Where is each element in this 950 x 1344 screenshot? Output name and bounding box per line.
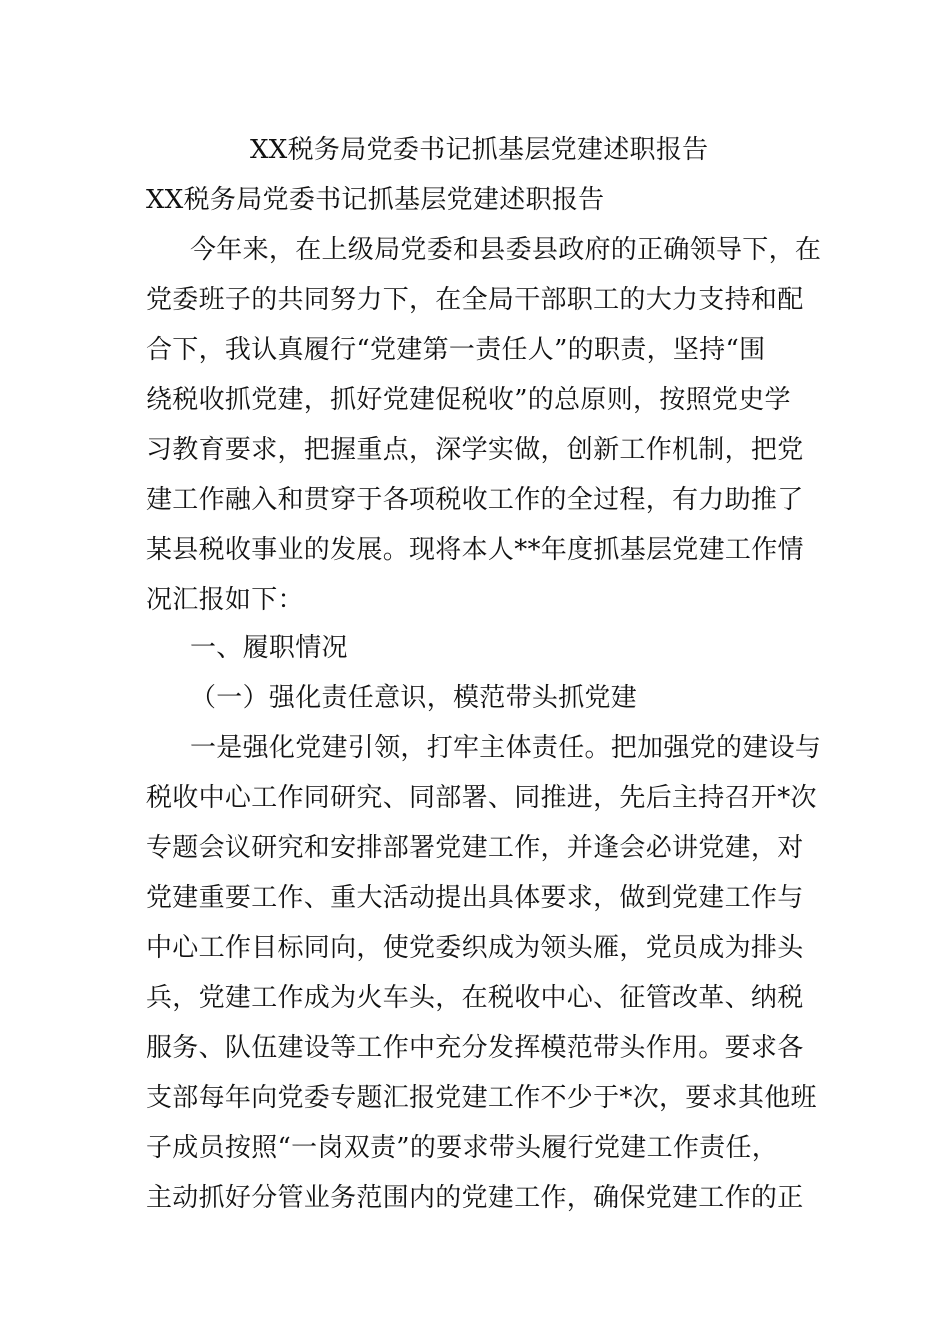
paragraph-line: 况汇报如下：: [146, 585, 304, 615]
paragraph-line: 建工作融入和贯穿于各项税收工作的全过程，有力助推了: [146, 485, 804, 515]
paragraph-line: 党建重要工作、重大活动提出具体要求，做到党建工作与: [146, 883, 804, 913]
section-heading: 一、履职情况: [190, 633, 348, 663]
paragraph-line: 服务、队伍建设等工作中充分发挥模范带头作用。要求各: [146, 1033, 804, 1063]
paragraph-line: 一是强化党建引领，打牢主体责任。把加强党的建设与: [190, 733, 822, 763]
subsection-heading: （一）强化责任意识，模范带头抓党建: [190, 683, 638, 713]
paragraph-line: 支部每年向党委专题汇报党建工作不少于*次，要求其他班: [146, 1083, 817, 1113]
paragraph-line: 中心工作目标同向，使党委织成为领头雁，党员成为排头: [146, 933, 804, 963]
paragraph-line: 某县税收事业的发展。现将本人**年度抓基层党建工作情: [146, 535, 804, 565]
paragraph-line: 专题会议研究和安排部署党建工作，并逢会必讲党建，对: [146, 833, 804, 863]
paragraph-line: 兵，党建工作成为火车头，在税收中心、征管改革、纳税: [146, 983, 804, 1013]
paragraph-line: 今年来，在上级局党委和县委县政府的正确领导下，在: [190, 235, 822, 265]
paragraph-line: 主动抓好分管业务范围内的党建工作，确保党建工作的正: [146, 1183, 804, 1213]
paragraph-line: 合下，我认真履行“党建第一责任人”的职责，坚持“围: [146, 335, 766, 365]
paragraph-line: 党委班子的共同努力下，在全局干部职工的大力支持和配: [146, 285, 804, 315]
paragraph-line: 习教育要求，把握重点，深学实做，创新工作机制，把党: [146, 435, 804, 465]
paragraph-line: 税收中心工作同研究、同部署、同推进，先后主持召开*次: [146, 783, 817, 813]
paragraph-line: 绕税收抓党建，抓好党建促税收”的总原则，按照党史学: [146, 385, 791, 415]
document-subtitle: XX税务局党委书记抓基层党建述职报告: [146, 185, 605, 215]
paragraph-line: 子成员按照“一岗双责”的要求带头履行党建工作责任，: [146, 1133, 779, 1163]
document-title: XX税务局党委书记抓基层党建述职报告: [250, 135, 709, 165]
